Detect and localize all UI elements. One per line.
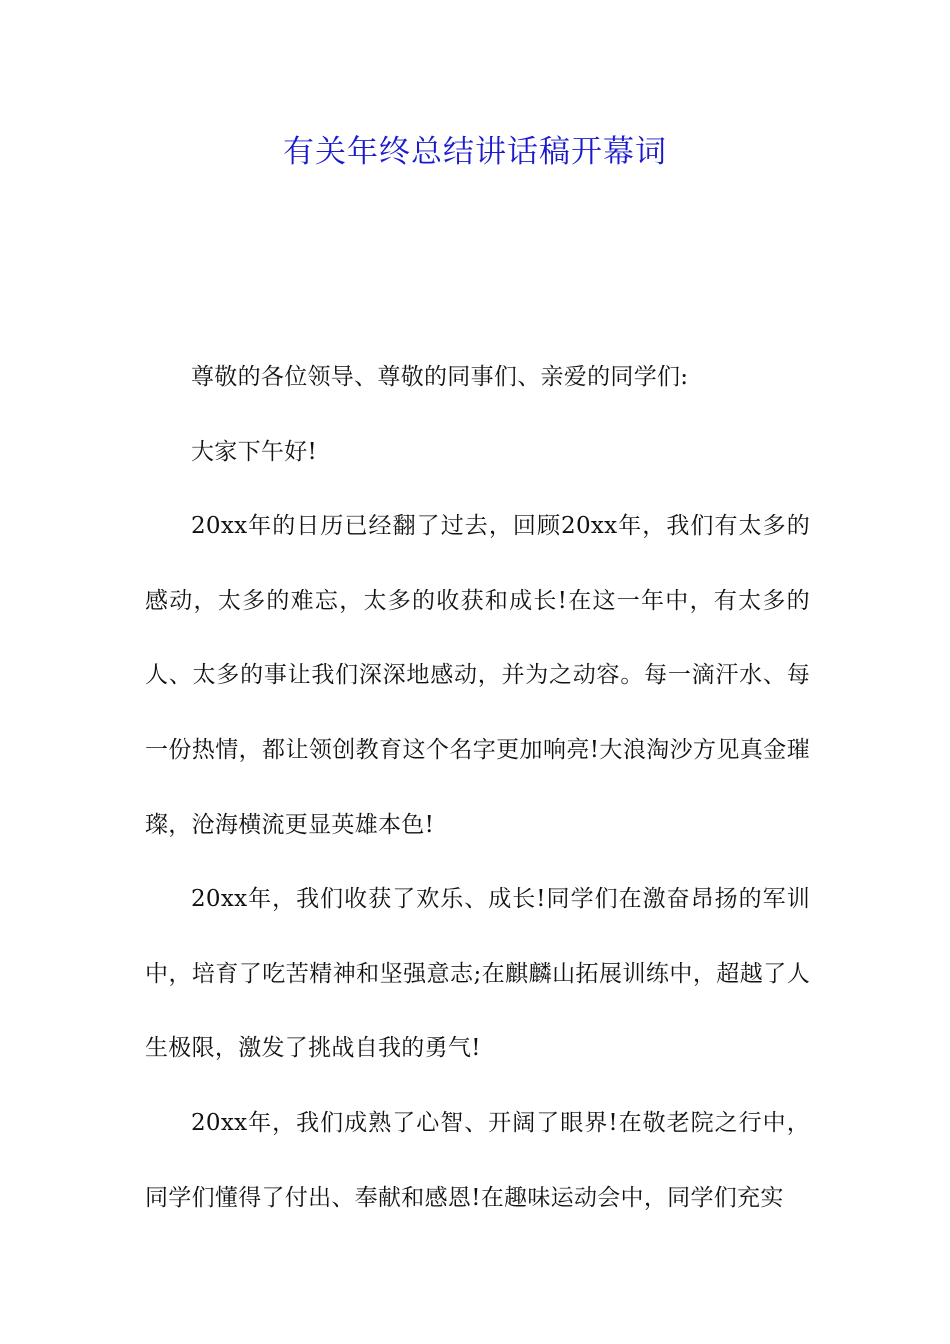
document-title: 有关年终总结讲话稿开幕词 [283,134,667,170]
greeting-paragraph: 大家下午好! [191,438,318,465]
body-paragraph: 20xx年的日历已经翻了过去，回顾20xx年，我们有太多的感动，太多的难忘，太多的收获和成长!在这一年中，有太多的人、太多的事让我们深深地感动，并为之动容。每一滴汗水、每一份热情，都让领创教育这个名字更加响亮!大浪淘沙方见真金璀璨，沧海横流更显英雄本色! [145,513,810,838]
salutation-paragraph: 尊敬的各位领导、尊敬的同事们、亲爱的同学们: [191,364,689,390]
document-body [145,340,810,1235]
body-paragraph: 20xx年，我们收获了欢乐、成长!同学们在激奋昂扬的军训中，培育了吃苦精神和坚强意志;在麒麟山拓展训练中，超越了人生极限，激发了挑战自我的勇气! [145,886,810,1062]
body-paragraph: 20xx年，我们成熟了心智、开阔了眼界!在敬老院之行中，同学们懂得了付出、奉献和感恩!在趣味运动会中，同学们充实 [145,1109,810,1211]
